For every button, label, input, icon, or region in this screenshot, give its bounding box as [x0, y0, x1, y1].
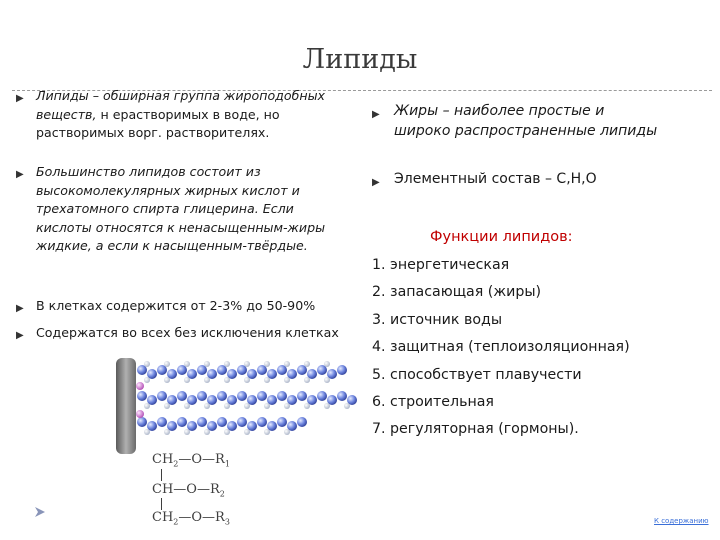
table-of-contents-link[interactable]: К содержанию [654, 517, 709, 525]
lipids-content: В клетках содержится от 2-3% до 50-90% [36, 298, 316, 313]
function-item: 1. энергетическая [372, 257, 510, 273]
bullet-arrow-icon: ▶ [372, 177, 380, 188]
formula-row-2: $CH—O—R_2$ [152, 482, 225, 499]
formula-row-3: $CH_2—O—R_3$ [152, 510, 230, 527]
function-item: 6. строительная [372, 393, 494, 410]
function-item: 4. защитная (теплоизоляционная) [372, 339, 630, 356]
fatty-acid-chains [136, 361, 357, 435]
functions-heading: Функции липидов: [430, 229, 573, 245]
bullet-arrow-icon: ▶ [16, 303, 24, 314]
functions-list [372, 254, 630, 446]
nav-arrow-icon[interactable] [33, 505, 47, 519]
bullet-arrow-icon: ▶ [372, 109, 380, 120]
triglyceride-model-illustration [116, 356, 366, 454]
lipids-definition-term: Липиды – обширная группа жироподобных веществ, [36, 88, 325, 122]
slide-title: Липиды [302, 44, 418, 75]
function-item: 5. способствует плавучести [372, 366, 582, 383]
fats-definition: Жиры – наиболее простые и широко распространенные липиды [394, 103, 658, 139]
elemental-composition: Элементный состав – С,Н,О [394, 171, 597, 187]
bullet-arrow-icon: ▶ [16, 330, 24, 341]
function-item: 2. запасающая (жиры) [372, 284, 542, 301]
function-item: 7. регуляторная (гормоны). [372, 421, 579, 438]
formula-bond-1 [161, 469, 162, 481]
formula-bond-2 [161, 498, 162, 510]
lipids-composition: Большинство липидов состоит из высокомолекулярных жирных кислот и трехатомного спирта глицерина. Если кислоты относятся к ненасыщенным-жиры жидкие, а если к насыщенным-твёрдые. [36, 164, 326, 253]
lipids-definition [36, 87, 348, 143]
lipids-presence: Содержатся во всех без исключения клетках [36, 325, 339, 340]
function-item: 3. источник воды [372, 311, 503, 328]
bullet-arrow-icon: ▶ [16, 93, 24, 104]
formula-row-1: $CH_2—O—R_1$ [152, 452, 230, 469]
bullet-arrow-icon: ▶ [16, 169, 24, 180]
lipids-definition-rest: н ерастворимых в воде, но растворимых ворг. растворителях. [36, 106, 280, 140]
